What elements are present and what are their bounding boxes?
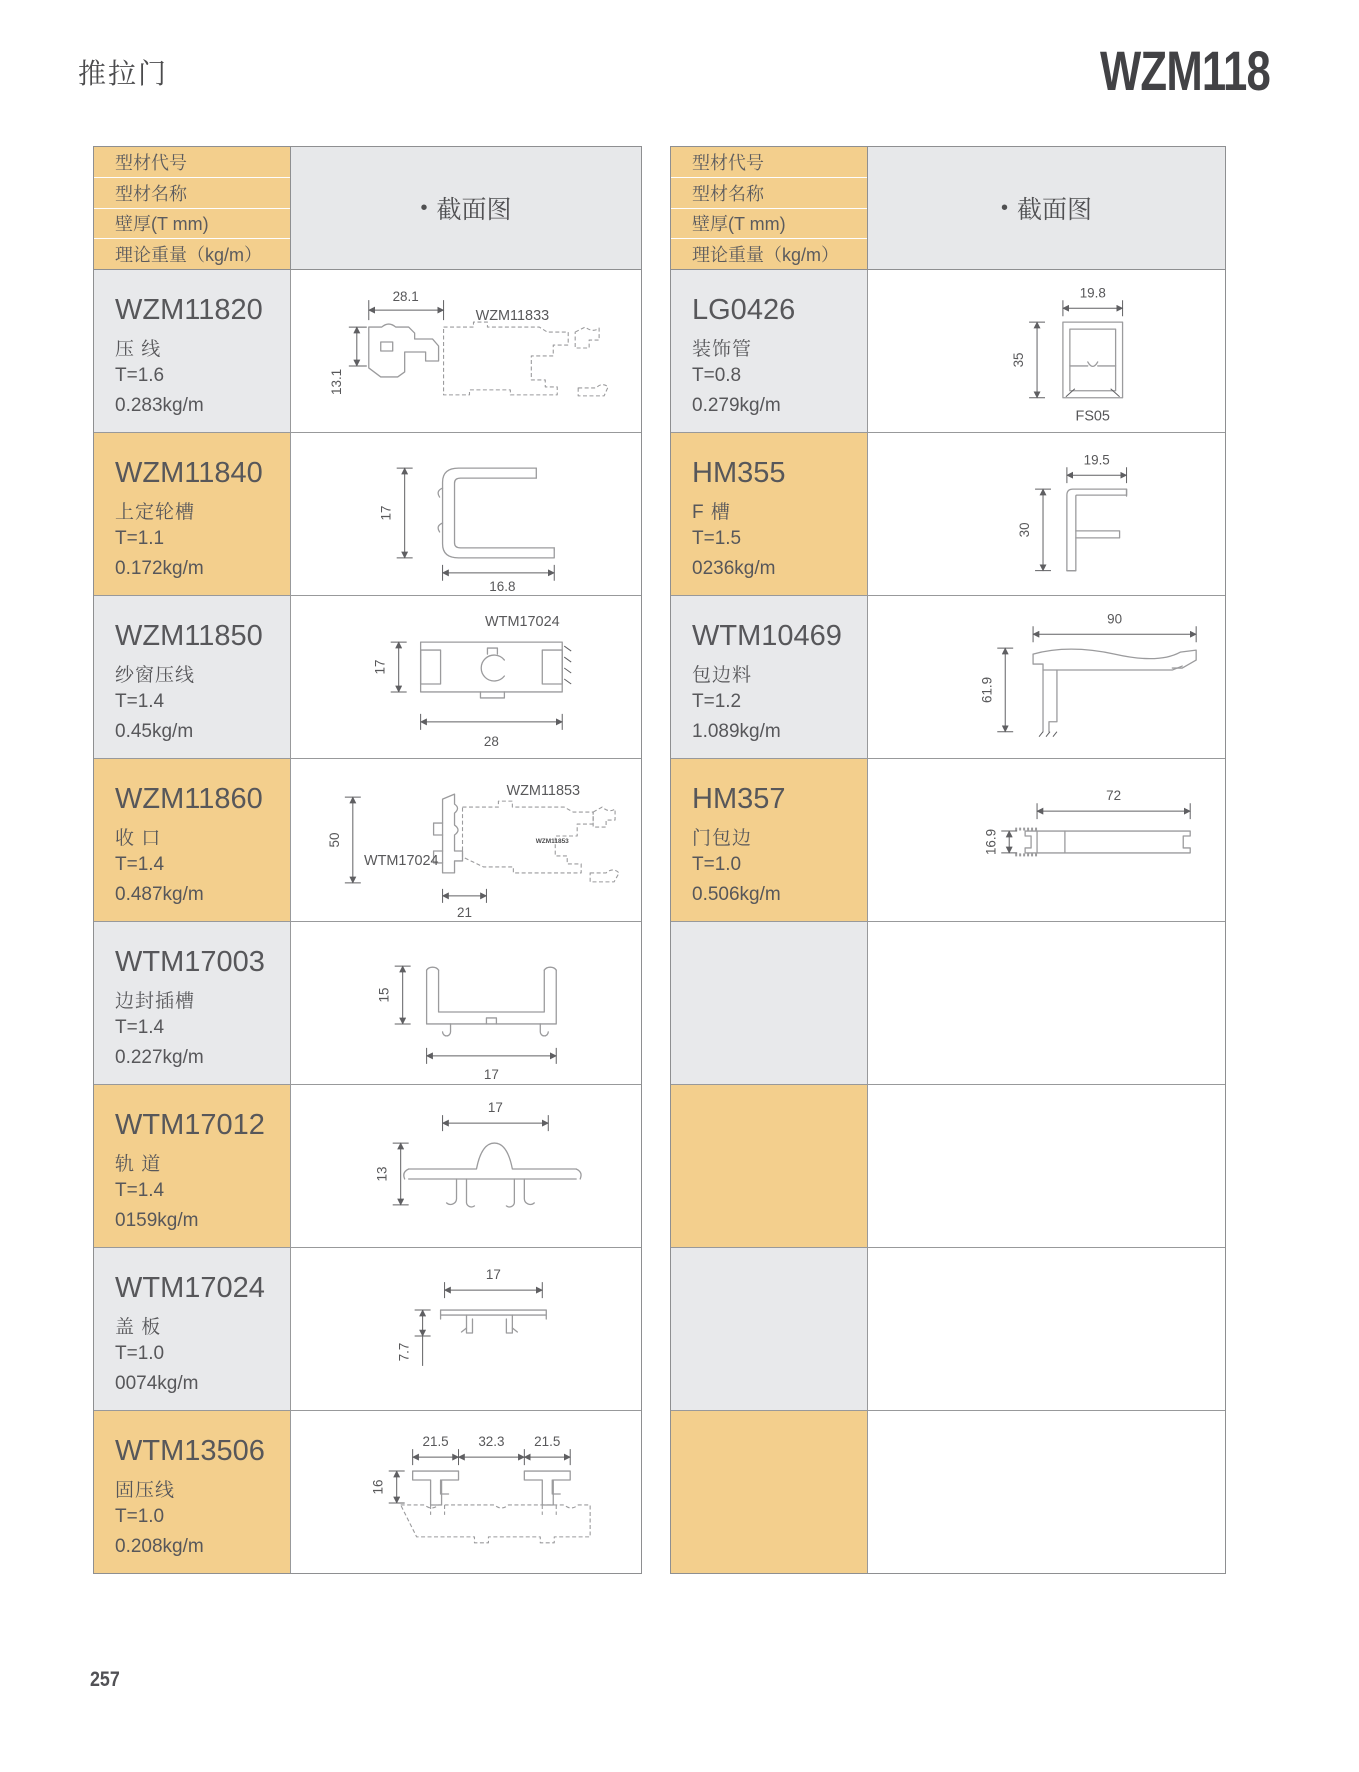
profile-info-cell bbox=[671, 1411, 868, 1573]
table-row bbox=[94, 1084, 641, 1247]
profile-name: 纱窗压线 bbox=[115, 665, 196, 686]
table-row-empty bbox=[671, 1084, 1225, 1247]
dimension-label: 17 bbox=[487, 1100, 503, 1116]
profile-code: WZM11850 bbox=[115, 620, 263, 652]
section-diagram bbox=[868, 270, 1225, 432]
header-profile-name: 型材名称 bbox=[94, 178, 290, 209]
dimension-label: 28 bbox=[483, 733, 499, 749]
profile-ref-label: WZM11853 bbox=[506, 783, 581, 800]
table-row bbox=[94, 1247, 641, 1410]
profile-info-cell bbox=[94, 596, 291, 758]
dimension-label: 30 bbox=[1017, 522, 1033, 538]
profile-info-cell bbox=[671, 759, 868, 921]
profile-table-left bbox=[93, 146, 642, 1574]
profile-ref-label-small: WZM11853 bbox=[535, 837, 569, 845]
section-diagram bbox=[868, 1248, 1225, 1410]
table-row bbox=[671, 595, 1225, 758]
profile-info-cell bbox=[94, 1248, 291, 1410]
profile-name: 轨 道 bbox=[115, 1154, 162, 1175]
unit-weight: 0.283kg/m bbox=[115, 395, 204, 416]
profile-info-cell bbox=[94, 1085, 291, 1247]
profile-name: 门包边 bbox=[692, 828, 753, 849]
dimension-label: 72 bbox=[1106, 788, 1122, 804]
profile-info-cell bbox=[94, 1411, 291, 1573]
profile-code: HM357 bbox=[692, 783, 786, 815]
dimension-label: 50 bbox=[326, 832, 342, 848]
wall-thickness: T=1.4 bbox=[115, 691, 165, 712]
profile-name: 装饰管 bbox=[692, 339, 753, 360]
section-diagram bbox=[291, 1085, 641, 1247]
dimension-label: 13.1 bbox=[328, 368, 344, 396]
unit-weight: 0236kg/m bbox=[692, 558, 776, 579]
section-diagram bbox=[291, 433, 641, 595]
dimension-label: 19.8 bbox=[1079, 285, 1106, 301]
page-number: 257 bbox=[90, 1668, 120, 1691]
profile-ref-label: WTM17024 bbox=[485, 614, 560, 631]
profile-code: WTM17012 bbox=[115, 1109, 265, 1141]
unit-weight: 0.506kg/m bbox=[692, 884, 781, 905]
dimension-label: 15 bbox=[376, 987, 392, 1003]
header-wall-thickness: 壁厚(T mm) bbox=[671, 209, 867, 240]
wall-thickness: T=1.1 bbox=[115, 528, 165, 549]
dimension-label: 28.1 bbox=[392, 289, 419, 305]
profile-code: WTM10469 bbox=[692, 620, 842, 652]
section-diagram bbox=[868, 922, 1225, 1084]
profile-ref-label: WZM11833 bbox=[475, 308, 550, 325]
profile-code: WZM11820 bbox=[115, 294, 263, 326]
table-row bbox=[94, 595, 641, 758]
section-diagram bbox=[868, 433, 1225, 595]
section-diagram bbox=[291, 1248, 641, 1410]
wall-thickness: T=0.8 bbox=[692, 365, 742, 386]
header-profile-name: 型材名称 bbox=[671, 178, 867, 209]
profile-info-cell bbox=[94, 270, 291, 432]
table-row-empty bbox=[671, 921, 1225, 1084]
dimension-label: 17 bbox=[485, 1267, 501, 1283]
dimension-label: 90 bbox=[1107, 611, 1123, 627]
dimension-label: 17 bbox=[483, 1066, 499, 1082]
dimension-label: 7.7 bbox=[396, 1342, 412, 1362]
table-row bbox=[94, 921, 641, 1084]
wall-thickness: T=1.6 bbox=[115, 365, 165, 386]
wall-thickness: T=1.4 bbox=[115, 1180, 165, 1201]
table-header bbox=[671, 147, 1225, 270]
profile-code: WTM17003 bbox=[115, 946, 265, 978]
unit-weight: 0.279kg/m bbox=[692, 395, 781, 416]
page-category: 推拉门 bbox=[78, 58, 169, 89]
profile-info-cell bbox=[671, 433, 868, 595]
unit-weight: 0.227kg/m bbox=[115, 1047, 204, 1068]
header-wall-thickness: 壁厚(T mm) bbox=[94, 209, 290, 240]
profile-info-cell bbox=[94, 433, 291, 595]
unit-weight: 0.45kg/m bbox=[115, 721, 194, 742]
dimension-label: 17 bbox=[372, 659, 388, 675]
dimension-label: 61.9 bbox=[979, 676, 995, 703]
profile-code: WTM13506 bbox=[115, 1435, 265, 1467]
profile-table-right bbox=[670, 146, 1226, 1574]
table-row-empty bbox=[671, 1247, 1225, 1410]
header-unit-weight: 理论重量（kg/m） bbox=[94, 239, 290, 269]
profile-name: 上定轮槽 bbox=[115, 502, 196, 523]
table-row bbox=[94, 758, 641, 921]
bullet-icon: • bbox=[1000, 197, 1008, 219]
profile-ref-label: FS05 bbox=[1075, 408, 1110, 425]
section-diagram bbox=[291, 1411, 641, 1573]
profile-code: LG0426 bbox=[692, 294, 796, 326]
profile-code: HM355 bbox=[692, 457, 786, 489]
profile-name: 盖 板 bbox=[115, 1317, 162, 1338]
section-diagram bbox=[291, 759, 641, 921]
unit-weight: 0.487kg/m bbox=[115, 884, 204, 905]
profile-name: 边封插槽 bbox=[115, 991, 196, 1012]
header-unit-weight: 理论重量（kg/m） bbox=[671, 239, 867, 269]
profile-name: F 槽 bbox=[692, 502, 731, 523]
profile-name: 固压线 bbox=[115, 1480, 176, 1501]
page-model-code: WZM118 bbox=[1099, 39, 1270, 102]
unit-weight: 0.172kg/m bbox=[115, 558, 204, 579]
profile-info-cell bbox=[671, 270, 868, 432]
profile-info-cell bbox=[94, 922, 291, 1084]
profile-name: 收 口 bbox=[115, 828, 162, 849]
unit-weight: 0074kg/m bbox=[115, 1373, 199, 1394]
dimension-label: 35 bbox=[1011, 352, 1027, 368]
header-label-column bbox=[94, 147, 291, 269]
bullet-icon: • bbox=[420, 197, 428, 219]
profile-name: 包边料 bbox=[692, 665, 753, 686]
header-label-column bbox=[671, 147, 868, 269]
wall-thickness: T=1.4 bbox=[115, 1017, 165, 1038]
wall-thickness: T=1.0 bbox=[692, 854, 742, 875]
dimension-label: 21.5 bbox=[422, 1434, 449, 1450]
table-row-empty bbox=[671, 1410, 1225, 1573]
dimension-label: 21 bbox=[457, 904, 472, 920]
profile-info-cell bbox=[94, 759, 291, 921]
wall-thickness: T=1.5 bbox=[692, 528, 742, 549]
profile-info-cell bbox=[671, 922, 868, 1084]
header-profile-code: 型材代号 bbox=[671, 147, 867, 178]
dimension-label: 16 bbox=[370, 1479, 386, 1495]
profile-code: WZM11860 bbox=[115, 783, 263, 815]
header-section-diagram bbox=[291, 147, 641, 269]
dimension-label: 32.3 bbox=[478, 1434, 505, 1450]
unit-weight: 1.089kg/m bbox=[692, 721, 781, 742]
profile-code: WZM11840 bbox=[115, 457, 263, 489]
wall-thickness: T=1.0 bbox=[115, 1343, 165, 1364]
dimension-label: 17 bbox=[378, 505, 394, 521]
section-diagram bbox=[868, 1085, 1225, 1247]
section-diagram bbox=[868, 759, 1225, 921]
section-diagram-label: 截面图 bbox=[436, 196, 512, 224]
table-row bbox=[94, 1410, 641, 1573]
dimension-label: 13 bbox=[374, 1166, 390, 1182]
dimension-label: 21.5 bbox=[534, 1434, 561, 1450]
section-diagram bbox=[868, 596, 1225, 758]
dimension-label: 19.5 bbox=[1083, 452, 1110, 468]
table-header bbox=[94, 147, 641, 270]
table-row bbox=[671, 432, 1225, 595]
wall-thickness: T=1.0 bbox=[115, 1506, 165, 1527]
header-profile-code: 型材代号 bbox=[94, 147, 290, 178]
profile-name: 压 线 bbox=[115, 339, 162, 360]
unit-weight: 0159kg/m bbox=[115, 1210, 199, 1231]
dimension-label: 16.9 bbox=[983, 828, 999, 856]
wall-thickness: T=1.4 bbox=[115, 854, 165, 875]
table-row bbox=[671, 270, 1225, 432]
dimension-label: 16.8 bbox=[489, 578, 516, 594]
wall-thickness: T=1.2 bbox=[692, 691, 742, 712]
table-row bbox=[94, 270, 641, 432]
section-diagram-label: 截面图 bbox=[1017, 196, 1093, 224]
section-diagram bbox=[291, 922, 641, 1084]
profile-info-cell bbox=[671, 1248, 868, 1410]
section-diagram bbox=[868, 1411, 1225, 1573]
table-row bbox=[671, 758, 1225, 921]
table-row bbox=[94, 432, 641, 595]
header-section-diagram bbox=[868, 147, 1225, 269]
profile-info-cell bbox=[671, 596, 868, 758]
profile-code: WTM17024 bbox=[115, 1272, 265, 1304]
profile-info-cell bbox=[671, 1085, 868, 1247]
profile-ref-label: WTM17024 bbox=[363, 852, 439, 869]
section-diagram bbox=[291, 270, 641, 432]
unit-weight: 0.208kg/m bbox=[115, 1536, 204, 1557]
section-diagram bbox=[291, 596, 641, 758]
